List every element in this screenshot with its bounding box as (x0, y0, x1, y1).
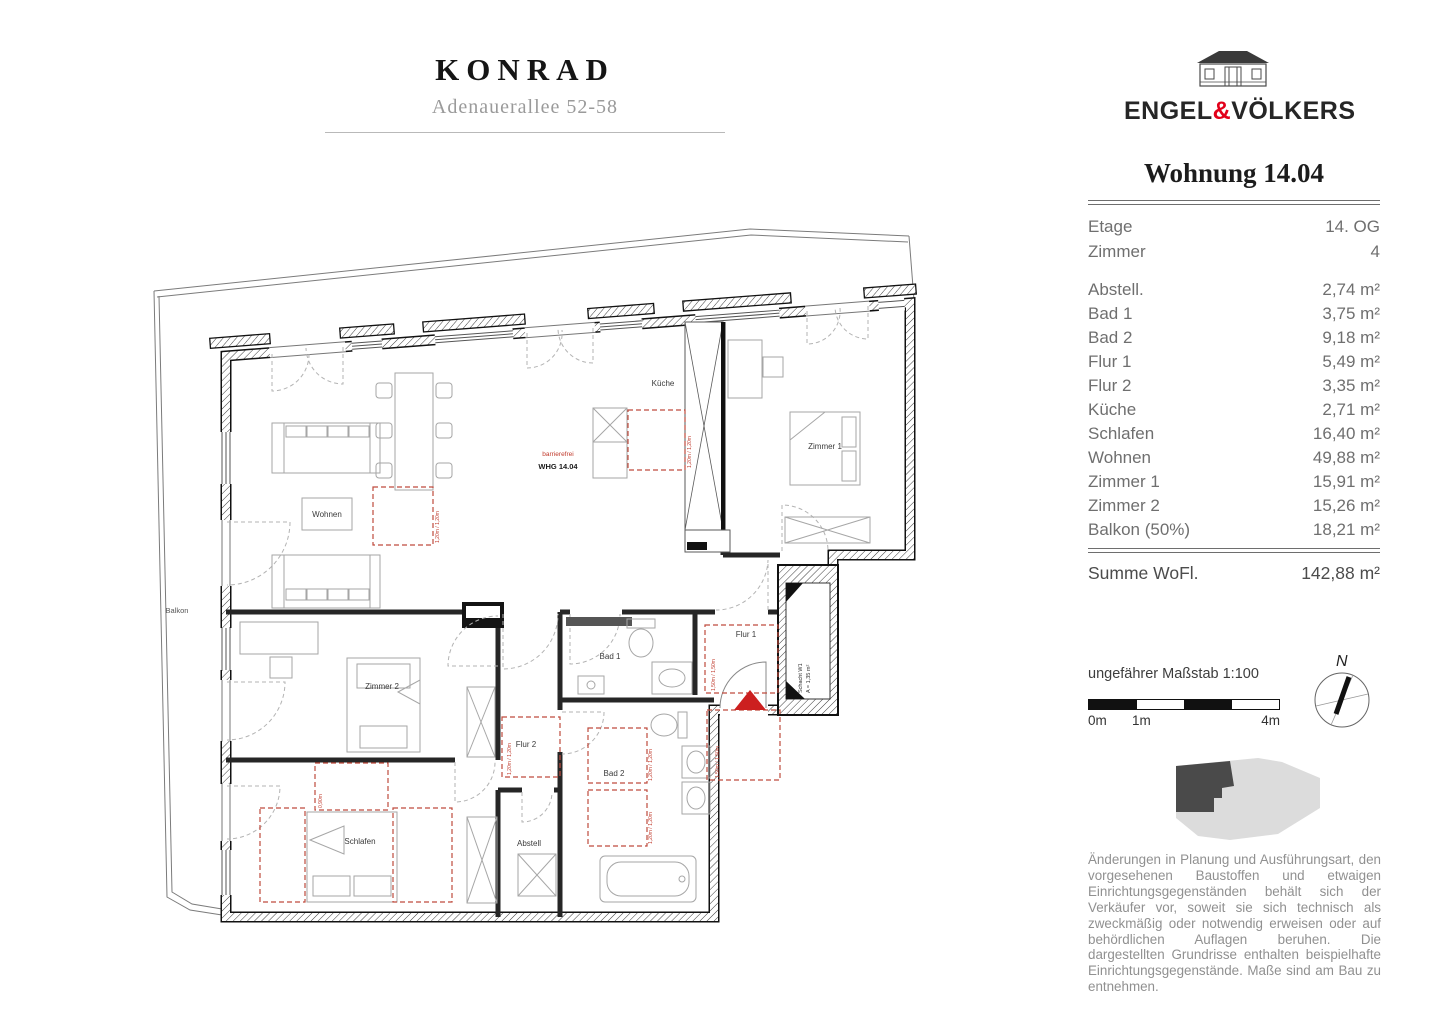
room-area-row (1088, 326, 1380, 350)
unit-info-rows (1088, 214, 1380, 264)
room-value: 5,49 m² (1322, 352, 1380, 371)
room-value: 18,21 m² (1312, 520, 1380, 539)
svg-text:1,20m / 1,20m: 1,20m / 1,20m (648, 812, 654, 844)
villa-icon (1195, 48, 1271, 88)
disclaimer-text: Änderungen in Planung und Ausführungsart, den vorgesehenen Baustoffen und etwaigen Einrichtungsgegenständen behält sich der Verkäufer vor, soweit sie sich technisch als zweckmäßig oder notwendig erweisen oder auf behördlichen Auflagen beruhen. Die dargestellten Grundrisse enthalten beispielhafte Einrichtungsgegenstände. Maße sind am Bau zu entnehmen. (1088, 852, 1381, 995)
plan-label-abstell: Abstell (516, 839, 542, 848)
room-label: Balkon (50%) (1088, 520, 1191, 539)
unit-panel (1088, 158, 1380, 586)
whg-note: WHG 14.04 (538, 462, 578, 471)
room-label: Flur 1 (1088, 352, 1132, 371)
plan-label-zimmer2: Zimmer 2 (365, 682, 399, 691)
project-address: Adenauerallee 52-58 (431, 96, 619, 118)
barrierefrei-note: barrierefrei (542, 451, 574, 458)
header-divider (325, 132, 725, 133)
room-label: Küche (1088, 400, 1137, 419)
room-area-row (1088, 518, 1380, 542)
plan-label-bad2: Bad 2 (603, 769, 625, 778)
room-label: Bad 1 (1088, 304, 1133, 323)
room-area-row (1088, 446, 1380, 470)
plan-label-kueche: Küche (651, 379, 675, 388)
room-area-table (1088, 278, 1380, 542)
header (325, 52, 725, 133)
plan-label-schlafen: Schlafen (344, 837, 376, 846)
schacht-label-1: Schacht W1 (798, 663, 804, 693)
room-label: Abstell. (1088, 280, 1144, 299)
info-label: Zimmer (1088, 242, 1146, 261)
room-area-row (1088, 494, 1380, 518)
room-area-row (1088, 422, 1380, 446)
scale-tick-0m: 0m (1088, 713, 1107, 728)
brand-engel: ENGEL (1124, 97, 1213, 125)
schacht (778, 565, 838, 715)
room-area-row (1088, 350, 1380, 374)
building-footprint (1170, 756, 1360, 848)
compass (1306, 650, 1378, 736)
total-value: 142,88 m² (1301, 563, 1380, 583)
scale-segment (1137, 700, 1185, 709)
brand-logo (1124, 48, 1356, 126)
room-label: Bad 2 (1088, 328, 1133, 347)
info-row (1088, 239, 1380, 264)
info-value: 14. OG (1325, 217, 1380, 236)
room-area-row (1088, 278, 1380, 302)
room-area-row (1088, 302, 1380, 326)
svg-text:1,50m / 1,50m: 1,50m / 1,50m (715, 746, 721, 778)
panel-divider-bottom (1088, 548, 1380, 553)
total-row (1088, 560, 1380, 586)
room-label: Zimmer 1 (1088, 472, 1160, 491)
svg-text:1,50m / 1,50m: 1,50m / 1,50m (711, 659, 717, 691)
room-value: 3,35 m² (1322, 376, 1380, 395)
plan-label-wohnen: Wohnen (312, 510, 342, 519)
furniture (240, 340, 870, 903)
room-value: 2,71 m² (1322, 400, 1380, 419)
room-area-row (1088, 470, 1380, 494)
svg-text:1,20m / 1,20m: 1,20m / 1,20m (507, 743, 513, 775)
room-value: 9,18 m² (1322, 328, 1380, 347)
info-label: Etage (1088, 217, 1133, 236)
scale-tick-4m: 4m (1261, 713, 1280, 728)
room-area-row (1088, 398, 1380, 422)
plan-label-balkon: Balkon (165, 606, 189, 615)
room-label: Zimmer 2 (1088, 496, 1160, 515)
info-value: 4 (1370, 242, 1380, 261)
room-value: 15,91 m² (1312, 472, 1380, 491)
plan-label-bad1: Bad 1 (599, 652, 621, 661)
wall-service-box (462, 602, 504, 628)
brand-voelkers: VÖLKERS (1231, 97, 1356, 125)
project-title: KONRAD (435, 52, 615, 87)
room-area-row (1088, 374, 1380, 398)
room-label: Flur 2 (1088, 376, 1132, 395)
brand-ampersand: & (1212, 97, 1232, 125)
panel-divider-top (1088, 200, 1380, 205)
plan-label-flur2: Flur 2 (515, 740, 537, 749)
floor-plan (130, 140, 930, 940)
room-value: 16,40 m² (1312, 424, 1380, 443)
svg-text:1,20m / 1,20m: 1,20m / 1,20m (687, 436, 693, 468)
compass-north-label: N (1336, 653, 1348, 670)
scale-bar (1088, 699, 1280, 710)
scale-segment (1184, 700, 1232, 709)
total-label: Summe WoFl. (1088, 563, 1199, 583)
scale-segment (1089, 700, 1137, 709)
scale-segment (1232, 700, 1280, 709)
svg-text:0,90m: 0,90m (318, 794, 324, 808)
brand-wordmark (1124, 97, 1356, 126)
unit-title: Wohnung 14.04 (1143, 158, 1325, 188)
svg-text:1,20m / 1,20m: 1,20m / 1,20m (435, 511, 441, 543)
room-label: Schlafen (1088, 424, 1155, 443)
svg-text:1,20m / 1,20m: 1,20m / 1,20m (648, 749, 654, 781)
red-dim-labels (318, 436, 721, 844)
scale-tick-1m: 1m (1132, 713, 1151, 728)
plan-label-flur1: Flur 1 (735, 630, 757, 639)
zimmer1-door-opening (780, 548, 825, 562)
room-value: 49,88 m² (1312, 448, 1380, 467)
plan-label-zimmer1: Zimmer 1 (808, 442, 842, 451)
scale-caption: ungefährer Maßstab 1:100 (1088, 666, 1259, 682)
room-value: 2,74 m² (1322, 280, 1380, 299)
info-row (1088, 214, 1380, 239)
room-value: 3,75 m² (1322, 304, 1380, 323)
room-label: Wohnen (1088, 448, 1152, 467)
schacht-label-2: A = 1,35 m² (806, 664, 812, 693)
room-value: 15,26 m² (1312, 496, 1380, 515)
